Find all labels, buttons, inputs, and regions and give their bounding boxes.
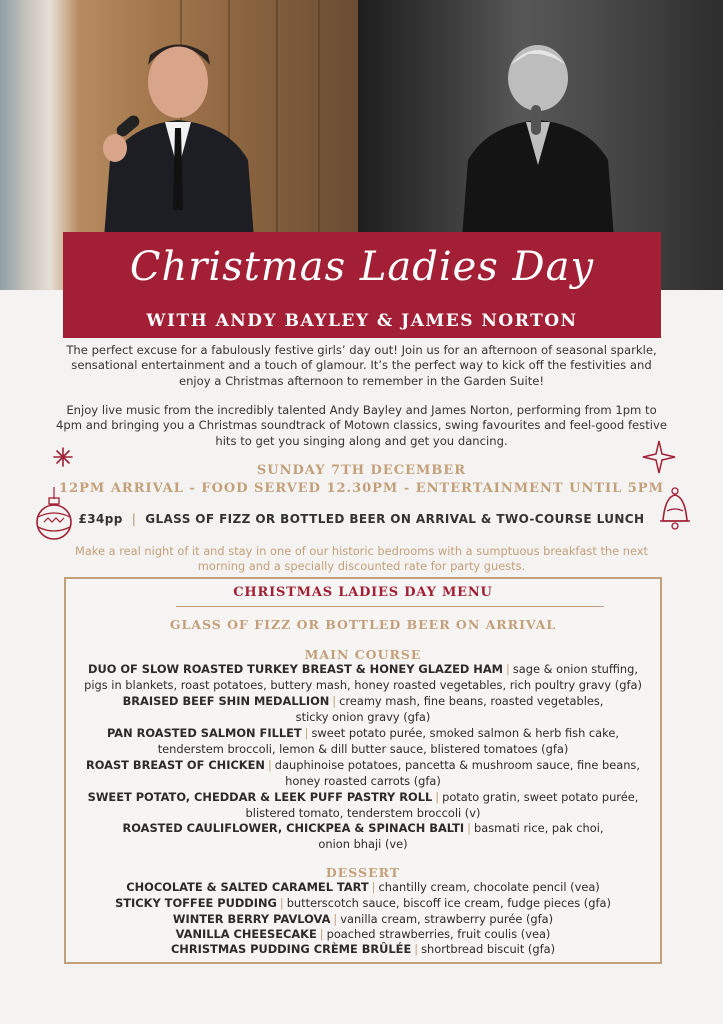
dish-name: PAN ROASTED SALMON FILLET [107, 726, 302, 740]
dish-description: potato gratin, sweet potato purée, [442, 790, 639, 804]
event-times: 12PM ARRIVAL - FOOD SERVED 12.30PM - ENTERTAINMENT UNTIL 5PM [59, 481, 664, 496]
intro-paragraph-1: The perfect excuse for a fabulously festive girls’ day out! Join us for an afternoon of seasonal sparkle, sensational entertainment and a touch of glamour. It’s the perfect way to kick off the festivities and enjoy a Christmas afternoon to remember in the Garden Suite! [66, 343, 657, 388]
dish-description: blistered tomato, tenderstem broccoli (v) [245, 805, 481, 820]
menu-item-main-5: SWEET POTATO, CHEDDAR & LEEK PUFF PASTRY ROLL | potato gratin, sweet potato purée, blistered tomato, tenderstem broccoli (v) [87, 790, 639, 820]
dish-description: sweet potato purée, smoked salmon & herb fish cake, [311, 726, 619, 740]
price-line [0, 512, 723, 526]
dish-name: CHRISTMAS PUDDING CRÈME BRÛLÉE [170, 942, 412, 956]
main-course-heading: MAIN COURSE [304, 647, 422, 662]
menu-panel [64, 577, 662, 964]
star-icon [641, 439, 677, 475]
dish-name: VANILLA CHEESECAKE [175, 927, 317, 941]
dish-description: tenderstem broccoli, lemon & dill butter sauce, blistered tomatoes (gfa) [157, 741, 569, 756]
dish-description: basmati rice, pak choi, [474, 821, 604, 835]
menu-item-dessert-5: CHRISTMAS PUDDING CRÈME BRÛLÉE | shortbread biscuit (gfa) [170, 942, 556, 956]
menu-item-dessert-4: VANILLA CHEESECAKE | poached strawberries, fruit coulis (vea) [175, 927, 551, 941]
bauble-icon [34, 487, 74, 543]
menu-divider [176, 606, 604, 607]
dish-name: DUO OF SLOW ROASTED TURKEY BREAST & HONEY GLAZED HAM [87, 662, 503, 676]
dish-description: butterscotch sauce, biscoff ice cream, fudge pieces (gfa) [286, 896, 611, 910]
dish-description: sticky onion gravy (gfa) [295, 709, 431, 724]
dish-name: ROAST BREAST OF CHICKEN [86, 758, 265, 772]
dish-description: shortbread biscuit (gfa) [421, 942, 556, 956]
dessert-heading: DESSERT [325, 865, 401, 880]
price-separator: | [131, 512, 137, 526]
menu-item-main-4: ROAST BREAST OF CHICKEN | dauphinoise potatoes, pancetta & mushroom sauce, fine beans, honey roasted carrots (gfa) [86, 758, 640, 788]
dish-description: pigs in blankets, roast potatoes, buttery mash, honey roasted vegetables, rich poultry gravy (gfa) [84, 677, 642, 692]
dish-description: vanilla cream, strawberry purée (gfa) [340, 912, 554, 926]
dish-name: WINTER BERRY PAVLOVA [172, 912, 331, 926]
page-title: Christmas Ladies Day [129, 244, 595, 290]
menu-item-dessert-2: STICKY TOFFEE PUDDING | butterscotch sauce, biscoff ice cream, fudge pieces (gfa) [115, 896, 611, 910]
dish-name: ROASTED CAULIFLOWER, CHICKPEA & SPINACH BALTI [122, 821, 465, 835]
price-includes: GLASS OF FIZZ OR BOTTLED BEER ON ARRIVAL & TWO-COURSE LUNCH [145, 512, 645, 526]
bell-icon [657, 487, 693, 533]
menu-item-dessert-1: CHOCOLATE & SALTED CARAMEL TART | chantilly cream, chocolate pencil (vea) [126, 880, 600, 894]
event-date: SUNDAY 7TH DECEMBER [256, 463, 467, 478]
dish-name: BRAISED BEEF SHIN MEDALLION [122, 694, 330, 708]
title-banner [63, 232, 661, 338]
menu-item-main-2: BRAISED BEEF SHIN MEDALLION | creamy mash, fine beans, roasted vegetables, sticky onion gravy (gfa) [122, 694, 604, 724]
dish-description: sage & onion stuffing, [512, 662, 638, 676]
intro-paragraph-2: Enjoy live music from the incredibly talented Andy Bayley and James Norton, performing from 1pm to 4pm and bringing you a Christmas soundtrack of Motown classics, swing favourites and feel-good festive hits to get you singing along and get you dancing. [56, 403, 667, 448]
dish-description: dauphinoise potatoes, pancetta & mushroom sauce, fine beans, [274, 758, 640, 772]
menu-item-main-3: PAN ROASTED SALMON FILLET | sweet potato purée, smoked salmon & herb fish cake, tenderstem broccoli, lemon & dill butter sauce, blistered tomatoes (gfa) [107, 726, 619, 756]
menu-title: CHRISTMAS LADIES DAY MENU [233, 585, 493, 600]
page-subtitle: WITH ANDY BAYLEY & JAMES NORTON [146, 311, 578, 331]
snowflake-icon [53, 447, 73, 467]
dish-description: creamy mash, fine beans, roasted vegetables, [339, 694, 604, 708]
menu-arrival: GLASS OF FIZZ OR BOTTLED BEER ON ARRIVAL [169, 617, 557, 632]
dish-description: chantilly cream, chocolate pencil (vea) [378, 880, 600, 894]
dish-description: honey roasted carrots (gfa) [285, 773, 441, 788]
price: £34pp [78, 512, 123, 526]
dish-name: CHOCOLATE & SALTED CARAMEL TART [126, 880, 369, 894]
stay-offer: Make a real night of it and stay in one of our historic bedrooms with a sumptuous breakfast the next morning and a specially discounted rate for party guests. [75, 544, 648, 574]
menu-item-main-1: DUO OF SLOW ROASTED TURKEY BREAST & HONEY GLAZED HAM | sage & onion stuffing, pigs in blankets, roast potatoes, buttery mash, honey roasted vegetables, rich poultry gravy (gfa) [84, 662, 642, 692]
dish-description: poached strawberries, fruit coulis (vea) [326, 927, 551, 941]
menu-item-dessert-3: WINTER BERRY PAVLOVA | vanilla cream, strawberry purée (gfa) [172, 912, 554, 926]
dish-name: STICKY TOFFEE PUDDING [115, 896, 277, 910]
dish-name: SWEET POTATO, CHEDDAR & LEEK PUFF PASTRY ROLL [87, 790, 433, 804]
menu-item-main-6: ROASTED CAULIFLOWER, CHICKPEA & SPINACH BALTI | basmati rice, pak choi, onion bhaji (ve) [122, 821, 604, 851]
dish-description: onion bhaji (ve) [318, 836, 408, 851]
